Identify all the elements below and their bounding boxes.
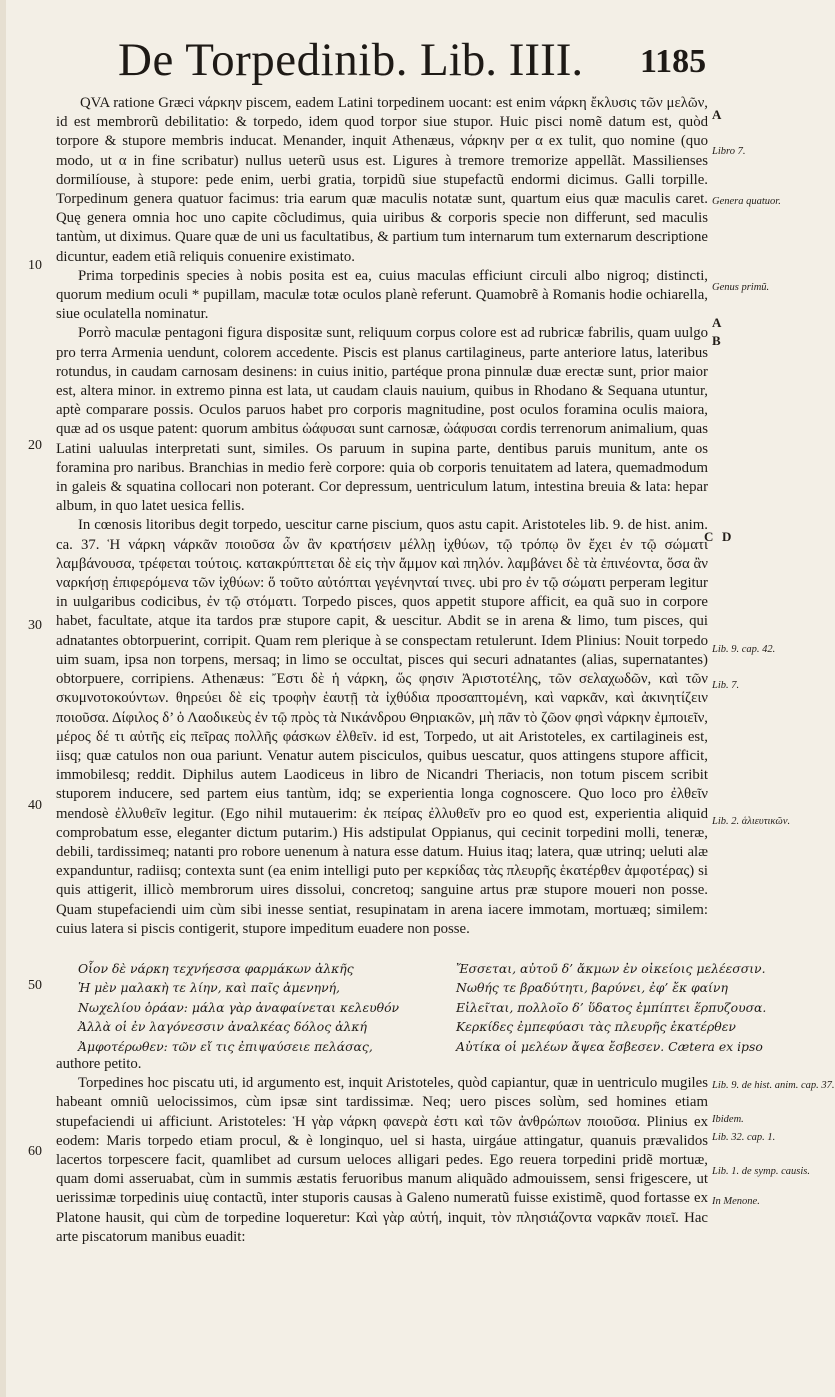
running-header (118, 30, 718, 90)
margin-note: Genera quatuor. (712, 196, 781, 207)
margin-letter: D (722, 529, 732, 544)
margin-letter: B (712, 333, 721, 348)
verse-line: Εἰλεῖται, πολλοῖο δ’ ὕδατος ἐμπίπτει ἕρπυζουσα. (456, 999, 767, 1015)
line-number: 10 (28, 258, 42, 273)
margin-note: Lib. 9. de hist. anim. cap. 37. (712, 1080, 835, 1091)
paragraph-first-species: Prima torpedinis species à nobis posita est ea, cuius maculas efficiunt circuli albo nigroq; distincti, quorum medium oculi * pupillam, maculæ totæ oculos planè referunt. Quamobrẽ à Romanis hodie ochiarella, siue oculatella nominatur. (56, 267, 708, 323)
verse-line: Ἀλλὰ οἱ ἐν λαγόνεσσιν ἀναλκέας δόλος ἀλκή (78, 1019, 367, 1035)
margin-note: Genus primũ. (712, 282, 770, 293)
folio-number: 1185 (640, 43, 707, 80)
margin-letter: A (712, 107, 722, 122)
paragraph-names: QVA ratione Græci νάρκην piscem, eadem Latini torpedinem uocant: est enim νάρκη ἔκλυσις τῶν μελῶν, id est membrorũ debilitatio: & torpedo, idem quod torpor siue stupor. Huic pisci nomẽ datum est, quòd torpore & stupore membris inducat. Menander, inquit Athenæus, νάρκην per α ex tulit, quo nomine (quo modo, ut α in fine scribatur) nullus ueterũ usus est. Ligures à tremore tremorize appellãt. Massilienses dormilíouse, à stupore: pede enim, uerbi gratia, torpidũ siue stupefactũ endormi dicimus. Galli torpille. Torpedinum genera quatuor facimus: tria earum quæ maculis notatæ sunt, quartum eius quæ maculis caret. Quę genera omnia hoc uno capite cõcludimus, quia uiribus & corporis specie non differunt, sed maculis tantùm, ut diximus. Quare quæ de uni us facultatibus, & partium tum internarum tum externarum descriptione dicuntur, eadem etiã reliquis conuenire existimato. (56, 95, 708, 265)
main-text (56, 94, 708, 939)
margin-note: In Menone. (712, 1196, 760, 1207)
verse-line: Ἀμφοτέρωθεν: τῶν εἴ τις ἐπιψαύσειε πελάσας, (78, 1038, 373, 1054)
margin-note: Libro 7. (712, 146, 746, 157)
margin-note: Lib. 1. de symp. causis. (712, 1166, 810, 1177)
paragraph-piscatu: Torpedines hoc piscatu uti, id argumento est, inquit Aristoteles, quòd capiantur, quæ in uentriculo mugiles habeant omniũ uelocissimos, cùm ipsæ sint tardissimæ. Neq; uero pisces solùm, sed homines etiam stupefaciendi ui afficiunt. Aristoteles: Ἡ γὰρ νάρκη φανερὰ ἐστι καὶ τῶν ἀνθρώπων ποιοῦσα. Plinius ex eodem: Maris torpedo etiam procul, & è longinquo, uel si hasta, uirgáue attingatur, quanuis prævalidos lacertos torpescere facit, quamlibet ad cursum ueloces alligari pedes. Ego reuera torpedini pridẽ mortuæ, quam domi asseruabat, cùm in summis æstatis feruoribus manum aliquãdo admouissem, sensi frigescere, ut uerissimæ torpedinis uiuę contactũ, inter stuporis causas à Galeno numeratũ fuisse existimẽ, quod fortasse ex Platone hausit, qui cùm de torpedine loqueretur: Καὶ γὰρ αὐτή, inquit, τὸν πλησιάζοντα ναρκᾶν ποιεῖ. Hac arte piscatorum manibus euadit: (56, 1075, 708, 1245)
line-number: 60 (28, 1144, 42, 1159)
margin-note: Lib. 9. cap. 42. (712, 644, 776, 655)
verse-line: Αὐτίκα οἱ μελέων ἄψεα ἔσβεσεν. Cætera ex ipso (456, 1038, 763, 1054)
margin-note: Lib. 2. ἁλιευτικῶν. (712, 816, 791, 827)
verse-line: Ἡ μὲν μαλακὴ τε λίην, καὶ παῖς ἀμενηνή, (78, 980, 340, 996)
verse-column-left (78, 959, 400, 1056)
margin-note: Lib. 7. (712, 680, 740, 691)
closing-text (56, 1055, 708, 1247)
page-edge (0, 0, 6, 1397)
verse-tail: authore petito. (56, 1056, 142, 1072)
margin-note: Lib. 32. cap. 1. (712, 1132, 776, 1143)
margin-note: Ibidem. (712, 1114, 744, 1125)
paragraph-anatomy: Porrò maculæ pentagoni figura dispositæ sunt, reliquum corpus colore est ad rubricæ fabrilis, quam uulgo pro terra Armenia uendunt, colorem accedente. Piscis est planus cartilagineus, parte anteriore latus, lateribus rotundus, in caudam carnosam desinens: in cuius initio, partéque prona pinnulæ duæ erectæ sunt, prior maior est, altera minor. in extremo pinna est lata, ut caudam clauis nauium, quibus in Rhodano & Sequana utuntur, aptè comparare possis. Oculos paruos habet pro corporis magnitudine, post oculos foramina oculis maiora, quæ ad os usque patent: quorum ambitus ὠάφυσαι sunt carnosæ, ὠάφυσαι cordis terrenorum animalium, quas Latini ualuulas interpretati sunt, similes. Os paruum in supina parte, dentibus paruis munitum, ante os foramina pro naribus. Branchias in medio ferè corpore: quia ob corporis tenuitatem ad latera, quemadmodum in galeis & squatina collocari non poterant. Cor depressum, uentriculum latum, intestina breuia & lata: hepar album, in quo latet uesica fellis. (56, 325, 708, 515)
verse-line: Ἔσσεται, αὐτοῦ δ’ ἄκμων ἐν οἰκείοις μελέεσσιν. (456, 961, 766, 976)
line-number: 40 (28, 798, 42, 813)
verse-column-right (456, 959, 767, 1056)
margin-letter: A (712, 315, 722, 330)
book-number: Lib. IIII. (420, 34, 584, 86)
verse-line: Νωθής τε βραδύτητι, βαρύνει, ἐφ’ ἔκ φαίνη (456, 980, 728, 996)
verse-line: Οἷον δὲ νάρκη τεχνήεσσα φαρμάκων ἀλκῆς (78, 961, 354, 976)
line-number: 30 (28, 618, 42, 633)
line-number: 20 (28, 438, 42, 453)
margin-letter: C (704, 529, 714, 544)
oppian-verse (78, 959, 767, 1057)
line-number: 50 (28, 978, 42, 993)
paragraph-habits: In cœnosis litoribus degit torpedo, uescitur carne piscium, quos astu capit. Aristoteles lib. 9. de hist. anim. ca. 37. Ἡ νάρκη νάρκᾶν ποιοῦσα ὧν ἂν κρατήσειν μέλλῃ ἰχθύων, τῷ τρόπῳ ὃν ἔχει ἐν τῷ σώματι λαμβάνουσα, τρέφεται τούτοις. κατακρύπτεται δὲ εἰς τὴν ἄμμον καὶ πηλόν. λαμβάνει δὲ τὰ ἐπινέοντα, ὅσα ἂν ναρκήσῃ ἐπιφερόμενα τῶν ἰχθύων: ὅ τοῦτο αὐτόπται γεγένηνταί τινες. ubi pro ἐν τῷ σώματι perperam legitur in uulgaribus codicibus, ἐν τῷ στόματι. Torpedo pisces, quos appetit stupore afficit, ea quã suo in corpore habet, facultate, atque ita tardos præ stupore capit, & uescitur. Abdit se in arena & limo, tum pisces, qui adnatantes obtorpuerint, corripit. Quam rem plerique à se conspectam retulerunt. Idem Plinius: Nouit torpedo uim suam, ipsa non torpens, mersaq; in limo se occultat, pisces qui securi adnatantes (alias, supernatantes) obtorpuere, corripiens. Athenæus: Ἔστι δὲ ἡ νάρκη, ὥς φησιν Ἀριστοτέλης, τῶν σελαχωδῶν, καὶ τῶν σκυμνοτοκούντων. θηρεύει δὲ εἰς τροφὴν ἑαυτῇ τὰ ἰχθύδια προσαπτομένη, καὶ ναρκᾶν, καὶ ἀκινητίζειν ποιοῦσα. Δίφιλος δ’ ὁ Λαοδικεὺς ἐν τῷ πρὸς τὰ Νικάνδρου Θηριακῶν, μὴ πᾶν τὸ ζῶον φησὶ νάρκην ἐμποιεῖν, μέρος δέ τι αὐτῆς εἰς πεῖρας πολλῆς φάσκων ἐλθεῖν. id est, Torpedo, ut ait Aristoteles, ex cartilagineis est, iisq; quæ catulos non oua pariunt. Venatur autem pisciculos, quibus uescatur, quos attingens stupore afficit, immobilesq; reddit. Diphilus autem Laodiceus in libro de Nicandri Theriacis, non totum piscem scribit stuporem inducere, sed partem eius tantùm, idq; se experientia longa cognoscere. Quo loco pro ἐλθεῖν mendosè ἐλλυθεῖν legitur. (Ego nihil mutauerim: ἐκ πείρας ἐλλυθεῖν pro eo quod est, experientia aliquid comprobatum esse, eleganter dictum putarim.) His adstipulat Oppianus, qui cecinit torpedini molli, teneræ, debili, tardissimeq; natanti pro robore uenenum à natura esse datum. Huius itaq; latera, quæ utrinq; ueluti alæ expanduntur, radiisq; contexta sunt (ea enim intelligi puto per κερκίδας τὰς πλευρῆς ἑκατέρθεν ἀμφοτέρας) si quis attigerit, illicò membrorum uires dissolui, concretoq; sanguine artus præ stupore moueri non posse. Quam stupefaciendi uim cùm sibi inesse sentiat, resupinatam in arena iacere immotam, mortuæq; similem: cuius latera si piscis contigerit, stupore impeditum euadere non posse. (56, 517, 708, 937)
verse-line: Κερκίδες ἐμπεφύασι τὰς πλευρῆς ἑκατέρθεν (456, 1019, 736, 1035)
running-title: De Torpedinib. (118, 34, 409, 86)
verse-line: Νωχελίου ὁράαν: μάλα γὰρ ἀναφαίνεται κελευθόν (78, 999, 400, 1015)
